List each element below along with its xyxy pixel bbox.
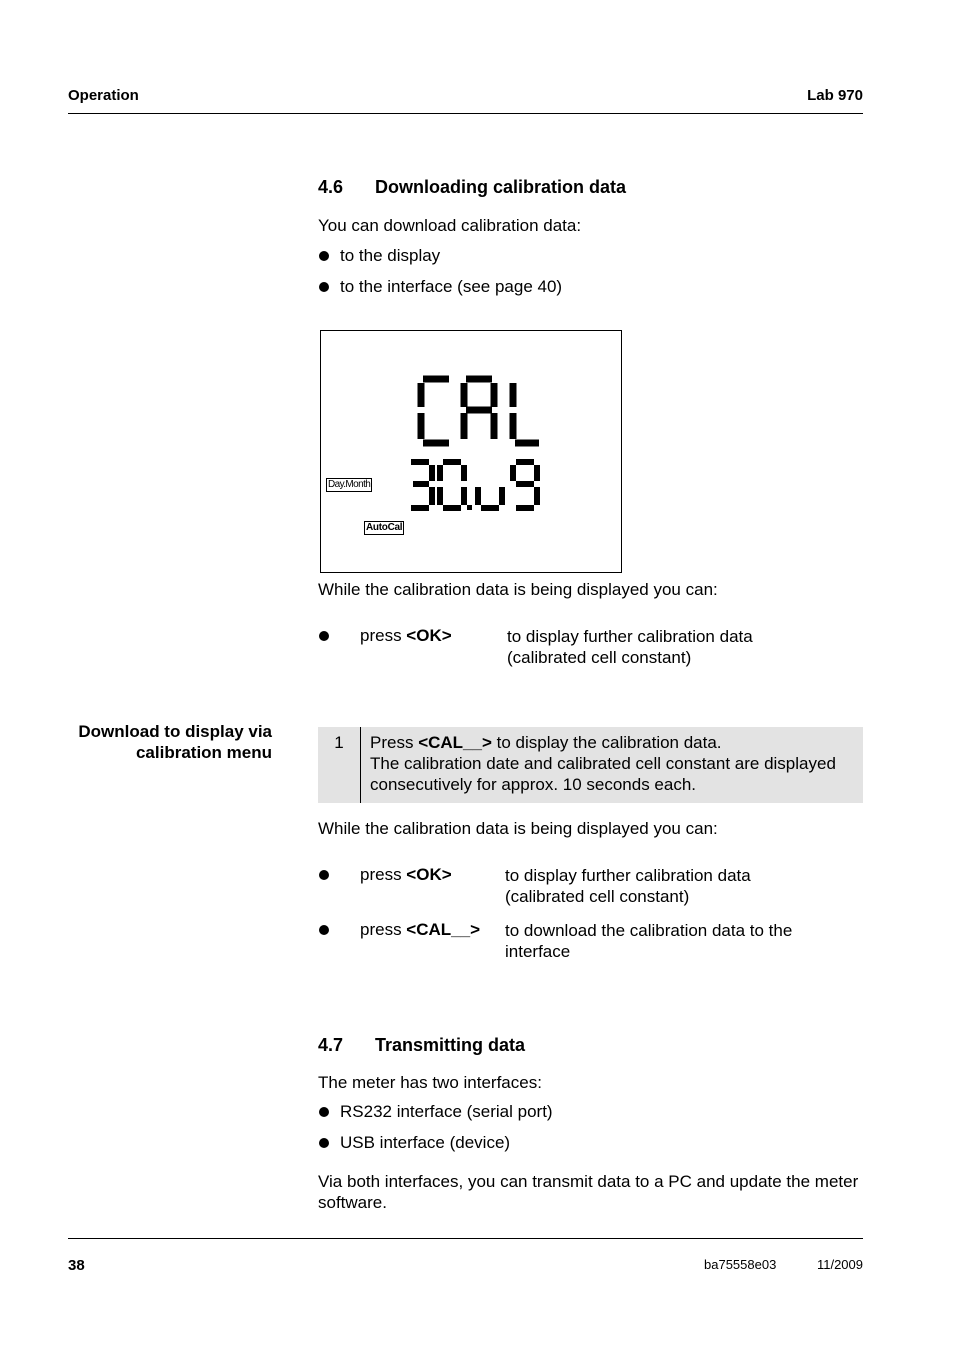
lcd-display-figure: [320, 330, 622, 573]
sidebar-line: calibration menu: [135, 743, 272, 762]
page-number: 38: [68, 1257, 85, 1274]
bullet-icon: [319, 631, 329, 641]
footer-rule: [68, 1238, 863, 1239]
bullet-icon: [319, 1107, 329, 1117]
key-cal: <CAL__>: [418, 733, 492, 752]
action-description: [505, 920, 792, 962]
list-item: to the interface (see page 40): [340, 277, 563, 296]
bullet-icon: [319, 251, 329, 261]
press-text: Press: [370, 733, 419, 752]
step-line: consecutively for approx. 10 seconds each.: [370, 775, 697, 794]
bullet-icon: [319, 1138, 329, 1148]
section-number: 4.6: [318, 177, 344, 197]
section-heading-4-6: [318, 177, 626, 198]
step-line: The calibration date and calibrated cell constant are displayed: [370, 754, 836, 773]
action-press: [360, 626, 452, 646]
section-title: Downloading calibration data: [375, 177, 627, 197]
key-ok: <OK>: [406, 626, 452, 645]
header-product: Lab 970: [807, 87, 863, 104]
intro-text: You can download calibration data:: [318, 216, 582, 235]
autocal-label: AutoCal: [366, 522, 403, 533]
desc-line: (calibrated cell constant): [507, 648, 692, 667]
bullet-icon: [319, 282, 329, 292]
sidebar-heading: [60, 721, 272, 763]
sidebar-line: Download to display via: [78, 722, 272, 741]
lcd-segments: [321, 331, 621, 572]
paragraph-line: software.: [318, 1193, 387, 1212]
bullet-icon: [319, 925, 329, 935]
list-item: RS232 interface (serial port): [340, 1102, 553, 1121]
press-text: press: [360, 920, 407, 939]
paragraph: [318, 1171, 858, 1213]
desc-line: (calibrated cell constant): [505, 887, 690, 906]
action-description: [505, 865, 751, 907]
bullet-icon: [319, 870, 329, 880]
key-cal: <CAL__>: [406, 920, 480, 939]
action-description: [507, 626, 753, 668]
daymonth-label: Day.Month: [328, 479, 371, 490]
action-press: [360, 920, 480, 940]
action-press: [360, 865, 452, 885]
header-rule: [68, 113, 863, 114]
press-text: press: [360, 626, 407, 645]
step-text: [370, 732, 860, 795]
document-id: ba75558e03: [704, 1257, 777, 1272]
section-title: Transmitting data: [375, 1035, 526, 1055]
after-step-text: While the calibration data is being displayed you can:: [318, 819, 718, 838]
document-date: 11/2009: [816, 1257, 863, 1272]
step-line: [370, 732, 860, 753]
desc-line: to display further calibration data: [505, 866, 751, 885]
section-number: 4.7: [318, 1035, 344, 1055]
list-item: to the display: [340, 246, 441, 265]
header-section: Operation: [68, 87, 139, 104]
step-rest: to display the calibration data.: [491, 733, 722, 752]
list-item: USB interface (device): [340, 1133, 511, 1152]
desc-line: to display further calibration data: [507, 627, 753, 646]
press-text: press: [360, 865, 407, 884]
after-figure-text: While the calibration data is being displayed you can:: [318, 580, 718, 599]
desc-line: interface: [505, 942, 571, 961]
intro-text: The meter has two interfaces:: [318, 1073, 542, 1092]
key-ok: <OK>: [406, 865, 452, 884]
paragraph-line: Via both interfaces, you can transmit data to a PC and update the meter: [318, 1172, 859, 1191]
section-heading-4-7: [318, 1035, 525, 1056]
step-number: 1: [318, 727, 361, 803]
desc-line: to download the calibration data to the: [505, 921, 793, 940]
step-table: [318, 727, 863, 803]
